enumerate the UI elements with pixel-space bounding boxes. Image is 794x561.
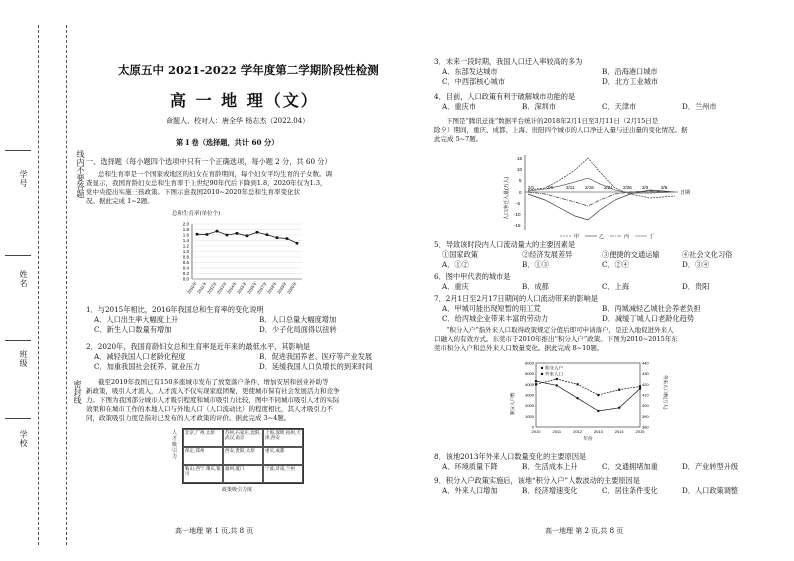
y-ticks xyxy=(514,156,523,228)
question-stem: 3．未来一段时期，我国人口迁入率较高的多为 xyxy=(434,57,583,66)
legend-yi: 乙 xyxy=(599,234,605,240)
point-settlement xyxy=(556,384,558,386)
passage-1 xyxy=(86,170,332,206)
q9-option-b[interactable]: B．经济增速变化 xyxy=(522,486,578,495)
y-tick: 0 xyxy=(519,190,522,195)
fertility-chart xyxy=(172,210,312,313)
left-tick: 6000 xyxy=(525,360,534,366)
question-4 xyxy=(434,92,762,112)
q7-option-a[interactable]: A．甲城可能出现短暂的用工荒 xyxy=(442,304,541,313)
point-settlement xyxy=(618,407,620,409)
year-tick: 2011 xyxy=(552,429,562,434)
q5-option-b[interactable]: B．①③ xyxy=(522,260,549,269)
point-migrants xyxy=(577,383,579,385)
q3-option-a[interactable]: A．东部发达城市 xyxy=(442,67,498,76)
fertility-point xyxy=(286,237,289,240)
passage-line: 查显示，我国育龄妇女总和生育率于上世纪90年代后下降到1.8，2020年仅为1.3， xyxy=(86,179,327,187)
q8-option-b[interactable]: B．生活成本上升 xyxy=(522,462,578,471)
question-6 xyxy=(434,272,762,292)
y-tick-label: 1.2 xyxy=(182,243,189,249)
x-tick-label: 2010年 xyxy=(185,280,198,295)
x-tick-label: 2013年 xyxy=(215,280,228,295)
series-bing xyxy=(528,191,675,206)
x-tick: 2/6 xyxy=(547,185,554,190)
fertility-point xyxy=(206,233,209,236)
y-tick-label: 0.6 xyxy=(182,260,189,265)
left-tick: 2000 xyxy=(525,403,534,409)
fill-line xyxy=(5,255,31,256)
left-tick: 5000 xyxy=(525,371,534,377)
question-2 xyxy=(86,342,429,372)
y-tick-label: 0.4 xyxy=(182,265,189,271)
page-2-footer: 高一地理 第 2 页,共 8 页 xyxy=(545,527,624,535)
matrix-cell: 上海,深圳,杭州,天津,西安 xyxy=(263,429,303,447)
question-9 xyxy=(434,476,772,496)
x-tick-label: 2011年 xyxy=(196,280,208,295)
right-tick: 380 xyxy=(642,424,649,430)
label-name: 姓名 xyxy=(19,270,28,288)
fertility-chart-svg xyxy=(172,219,312,309)
q7-option-b[interactable]: B．丙城减轻乙城社会养老负担 xyxy=(602,304,701,313)
matrix-xlabel: 政策吸引力度 xyxy=(222,487,253,493)
migration-legend xyxy=(560,233,654,240)
y-tick-label: 0.0 xyxy=(182,276,189,282)
q5-option-d[interactable]: D．③④ xyxy=(682,260,710,269)
fertility-point xyxy=(226,234,229,237)
y-tick: -15 xyxy=(514,223,521,228)
x-tick-label: 2014年 xyxy=(225,280,238,295)
fertility-point xyxy=(256,231,259,234)
question-7 xyxy=(434,294,762,324)
right-axis-label: 外来人口数(万人) xyxy=(663,375,668,410)
question-8 xyxy=(434,452,772,472)
q9-option-d[interactable]: D．人口政策调整 xyxy=(682,486,739,495)
passage-line: 截至2019年我国已有150多座城市发布了放宽落户条件、增加安居和创业补助等 xyxy=(98,378,329,386)
q1-option-c[interactable]: C．新生人口数量有增加 xyxy=(94,325,172,334)
y-tick-label: 0.2 xyxy=(182,271,189,276)
fertility-point xyxy=(246,235,249,238)
dual-xlabel: 年份 xyxy=(583,436,593,441)
point-settlement xyxy=(597,410,599,412)
point-migrants xyxy=(556,378,558,380)
left-tick: 4000 xyxy=(525,381,534,387)
series-migrants xyxy=(536,379,640,395)
question-stem: 2．2020年，我国育龄妇女总和生育率是近年来的最低水平，其影响是 xyxy=(86,342,311,351)
x-tick: 2/1 xyxy=(528,185,535,190)
x-tick: 2/21 xyxy=(604,185,613,190)
q9-option-c[interactable]: C．居住条件变化 xyxy=(602,486,658,495)
question-stem: 5．导致该时段内人口流动量大的主要因素是 xyxy=(434,240,576,249)
q2-option-c[interactable]: C．加重我国社会抚养、就业压力 xyxy=(94,362,201,371)
q6-option-c[interactable]: C．上海 xyxy=(602,282,630,291)
legend-bing: 丙 xyxy=(624,234,630,240)
q2-option-a[interactable]: A．减轻我国人口老龄化程度 xyxy=(94,352,186,361)
fertility-point xyxy=(196,233,199,236)
point-migrants xyxy=(597,394,599,396)
label-class: 班级 xyxy=(19,350,28,368)
matrix-cell: 重庆,成都 xyxy=(263,447,303,465)
q4-option-b[interactable]: B．深圳市 xyxy=(522,102,557,111)
x-tick: 2/16 xyxy=(585,185,594,190)
passage-line: 莞市积分入户和总外来人口数量变化。据此完成 8~10题。 xyxy=(434,344,604,352)
fill-line xyxy=(5,150,31,151)
q7-option-d[interactable]: D．减缓丁城人口老龄化趋势 xyxy=(602,314,695,323)
x-tick-label: 2012年 xyxy=(205,280,218,295)
year-tick: 2012 xyxy=(573,429,583,434)
legend-marker-settlement xyxy=(541,367,543,369)
passage-line: 除夕）期间，重庆、成都、上海、贵阳四个城市的人口净迁入量与迁出量的变化情况。据 xyxy=(434,126,688,134)
x-tick: 2/26 xyxy=(623,185,632,190)
q4-option-d[interactable]: D．兰州市 xyxy=(682,102,717,111)
q7-option-c[interactable]: C．给丙城企业带来丰富的劳动力 xyxy=(442,314,549,323)
point-settlement xyxy=(535,380,537,382)
migration-chart-svg xyxy=(500,150,700,240)
year-tick: 2014 xyxy=(614,429,624,434)
exam-subtitle: 高 一 地 理（文） xyxy=(170,91,319,110)
question-stem: 1．与2015年相比，2016年我国总和生育率的变化说明 xyxy=(86,305,264,314)
q9-option-a[interactable]: A．外来人口增加 xyxy=(442,486,498,495)
q2-option-b[interactable]: B．促进我国养老、医疗等产业发展 xyxy=(259,352,373,361)
matrix-ylabel: 人才吸引力 xyxy=(172,430,178,460)
q5-option-a[interactable]: A．①② xyxy=(442,260,469,269)
page-1-footer: 高一地理 第 1 页,共 8 页 xyxy=(175,527,254,535)
seal-text: 线内不要答题 xyxy=(76,150,85,198)
migration-ylabel: 人口净迁入量(万人) xyxy=(504,176,510,220)
legend-settlement: 积分入户 xyxy=(545,365,563,371)
label-school: 学校 xyxy=(19,430,28,448)
passage-line: 况。据此完成 1~2题。 xyxy=(86,197,154,205)
x-tick: 3/8 xyxy=(661,185,668,190)
passage-line: “积分入户”指外来人口取得政策规定分值后即可申请落户，是迁入地促进外来人 xyxy=(446,326,674,334)
y-tick-label: 1.0 xyxy=(182,249,189,254)
q8-option-a[interactable]: A．环境质量下降 xyxy=(442,462,498,471)
q3-option-b[interactable]: B．沿海港口城市 xyxy=(602,67,658,76)
q1-option-d[interactable]: D．少子化局面得以扭转 xyxy=(259,325,337,334)
fertility-line xyxy=(197,231,297,243)
authors: 命题人、校对人：唐全华 杨志杰（2022.04） xyxy=(166,117,310,125)
y-tick-label: 1.6 xyxy=(182,232,189,238)
matrix-cell: 福州,厦门 xyxy=(223,465,263,483)
fill-line xyxy=(5,418,31,419)
matrix-cell: 苏州,石家庄,沈阳,武汉,南京 xyxy=(223,429,263,447)
x-tick-label: 2016年 xyxy=(245,280,258,295)
fertility-chart-title: 总和生育率(单位个) xyxy=(172,211,221,217)
fertility-point xyxy=(276,236,279,239)
legend-marker-migrants xyxy=(541,373,543,375)
q1-option-b[interactable]: B．人口总量大幅度增加 xyxy=(259,315,337,324)
series-points-settlement xyxy=(536,381,640,411)
y-tick-label: 0.8 xyxy=(182,254,189,260)
x-tick-label: 2020年 xyxy=(285,280,298,295)
question-3 xyxy=(434,57,762,87)
matrix-cell: 保定,郑州 xyxy=(183,447,223,465)
passage-line: 效果和在城市工作的本地人口与外地人口（人口流动比）的程度相比，其人才吸引力不 xyxy=(86,405,333,413)
passage-line: 党中央提出实施三孩政策。下图示意我国2010~2020年总和生育率变化状 xyxy=(86,188,301,196)
x-tick-label: 2019年 xyxy=(275,280,288,295)
passage-line: 总和生育率是一个国家或地区的妇女在育龄期间，每个妇女平均生育的子女数。调 xyxy=(98,170,332,178)
q6-option-b[interactable]: B．成都 xyxy=(522,282,549,291)
q5-item: ④社会文化习俗 xyxy=(682,250,733,259)
y-tick: 10 xyxy=(517,167,523,172)
right-tick: 440 xyxy=(642,360,649,366)
migration-chart xyxy=(500,150,700,244)
points-settlement-chart xyxy=(508,355,668,449)
q3-option-d[interactable]: D．北方工业城市 xyxy=(602,77,659,86)
passage-line: 力。下图为我国部分城市人才吸引程度和城市吸引力比较，图中不同城市吸引人才的实际 xyxy=(86,396,340,404)
q8-option-c[interactable]: C．交通拥堵加重 xyxy=(602,462,658,471)
q3-option-c[interactable]: C．中西部核心城市 xyxy=(442,77,506,86)
section-header: 第 I 卷（选择题，共计 60 分） xyxy=(176,138,279,147)
y-tick: 5 xyxy=(519,178,522,183)
y-tick: 15 xyxy=(517,156,523,161)
passage-4 xyxy=(434,326,678,353)
q8-option-d[interactable]: D．产业转型升级 xyxy=(682,462,739,471)
matrix-cell: 西安,贵阳,太原 xyxy=(223,447,263,465)
left-tick: 0 xyxy=(531,424,534,430)
right-tick: 410 xyxy=(642,392,649,398)
question-stem: 7．2月1日至2月17日期间的人口流动带来的影响是 xyxy=(434,294,599,303)
q1-option-a[interactable]: A．人口出生率大幅度上升 xyxy=(94,315,179,324)
right-tick: 430 xyxy=(642,371,649,377)
city-matrix-diagram xyxy=(172,428,302,498)
q6-option-a[interactable]: A．重庆 xyxy=(442,282,469,291)
point-migrants xyxy=(535,383,537,385)
fertility-point xyxy=(266,233,269,236)
fill-line xyxy=(5,340,31,341)
matrix-cell: 鞍山,西宁,肇庆,银川 xyxy=(183,465,223,483)
series-yi xyxy=(528,190,675,220)
year-tick: 2015 xyxy=(635,429,645,434)
matrix-cell: 北京,广州,太原 xyxy=(183,429,223,447)
right-tick: 390 xyxy=(642,413,649,419)
left-axis-label: 积分入户数 xyxy=(510,392,515,415)
q5-item: ①国家政策 xyxy=(442,250,478,259)
dual-chart-svg xyxy=(508,355,668,445)
year-tick: 2010 xyxy=(531,429,541,434)
q5-item: ③便捷的交通运输 xyxy=(602,250,660,259)
seal-line xyxy=(66,25,67,545)
matrix-cell: 宁波,济南,兰州 xyxy=(263,465,303,483)
question-stem: 4．目前，人口政策有利于破解城市功能的是 xyxy=(434,92,576,101)
question-stem: 6．图中甲代表的城市是 xyxy=(434,272,511,281)
seal-text-bottom: 密封线 xyxy=(73,380,82,404)
right-tick: 400 xyxy=(642,403,649,409)
point-settlement xyxy=(639,387,641,389)
migration-xlabel: 日期 xyxy=(680,190,691,196)
passage-line: 口融入的有效方式。东莞市于2010年推出“积分入户”政策。下图为2010~2015年东 xyxy=(434,335,678,343)
legend-migrants: 外来人口 xyxy=(545,371,563,377)
fertility-point xyxy=(296,242,299,245)
y-tick: -5 xyxy=(516,201,521,206)
x-tick-label: 2018年 xyxy=(265,280,278,295)
q5-option-c[interactable]: C．②④ xyxy=(602,260,630,269)
x-tick-label: 2015年 xyxy=(235,280,248,295)
year-tick: 2013 xyxy=(593,429,603,434)
passage-line: 新政策，吸引人才流入，人才流入不仅实现家庭团聚，更使城市保有社会发展活力和竞争 xyxy=(86,387,340,395)
right-tick: 420 xyxy=(642,381,649,387)
x-tick-label: 2017年 xyxy=(255,280,268,295)
legend-jia: 甲 xyxy=(574,234,580,240)
passage-line: 同，政策吸引力度是指对已发布的人才政策的评价。据此完成 3~4题。 xyxy=(86,414,291,422)
passage-3 xyxy=(434,117,688,144)
left-tick: 1000 xyxy=(525,413,534,419)
q4-option-c[interactable]: C．天津市 xyxy=(602,102,637,111)
y-tick-label: 2.0 xyxy=(182,221,189,227)
point-migrants xyxy=(639,385,641,387)
point-migrants xyxy=(618,389,620,391)
q4-option-a[interactable]: A．重庆市 xyxy=(442,102,476,111)
x-tick: 2/11 xyxy=(566,185,575,190)
question-stem: 9．积分入户政策实施后，该地“积分入户”人数波动的主要原因是 xyxy=(434,476,640,485)
binding-line xyxy=(38,25,39,545)
question-5 xyxy=(434,240,762,270)
passage-line: 此完成 5~7题。 xyxy=(434,135,483,143)
fertility-point xyxy=(216,230,219,233)
y-tick-label: 1.4 xyxy=(182,238,189,243)
y-tick: -10 xyxy=(514,212,521,217)
left-tick: 3000 xyxy=(525,392,534,398)
q2-option-d[interactable]: D．延缓我国人口负增长的到来时间 xyxy=(259,362,373,371)
passage-2 xyxy=(86,378,340,423)
y-tick-label: 1.8 xyxy=(182,227,189,232)
question-1 xyxy=(86,305,419,335)
legend-ding: 丁 xyxy=(649,234,655,240)
passage-line: 下图是“腾讯迁徙”数据平台统计的2018年2月1日至3月11日（2月15日是 xyxy=(446,117,659,125)
fertility-point xyxy=(236,232,239,235)
section-intro: 一、选择题（每小题四个选项中只有一个正确选项，每小题 2 分，共 60 分） xyxy=(86,157,332,166)
x-tick: 3/3 xyxy=(642,185,649,190)
exam-title: 太原五中 2021-2022 学年度第二学期阶段性检测 xyxy=(118,63,379,77)
q6-option-d[interactable]: D．贵阳 xyxy=(682,282,710,291)
point-settlement xyxy=(576,397,578,399)
q5-item: ②经济发展差异 xyxy=(522,250,573,259)
question-stem: 8．该地2013年外来人口数量变化的主要原因是 xyxy=(434,452,587,461)
label-student-id: 学号 xyxy=(19,170,28,188)
